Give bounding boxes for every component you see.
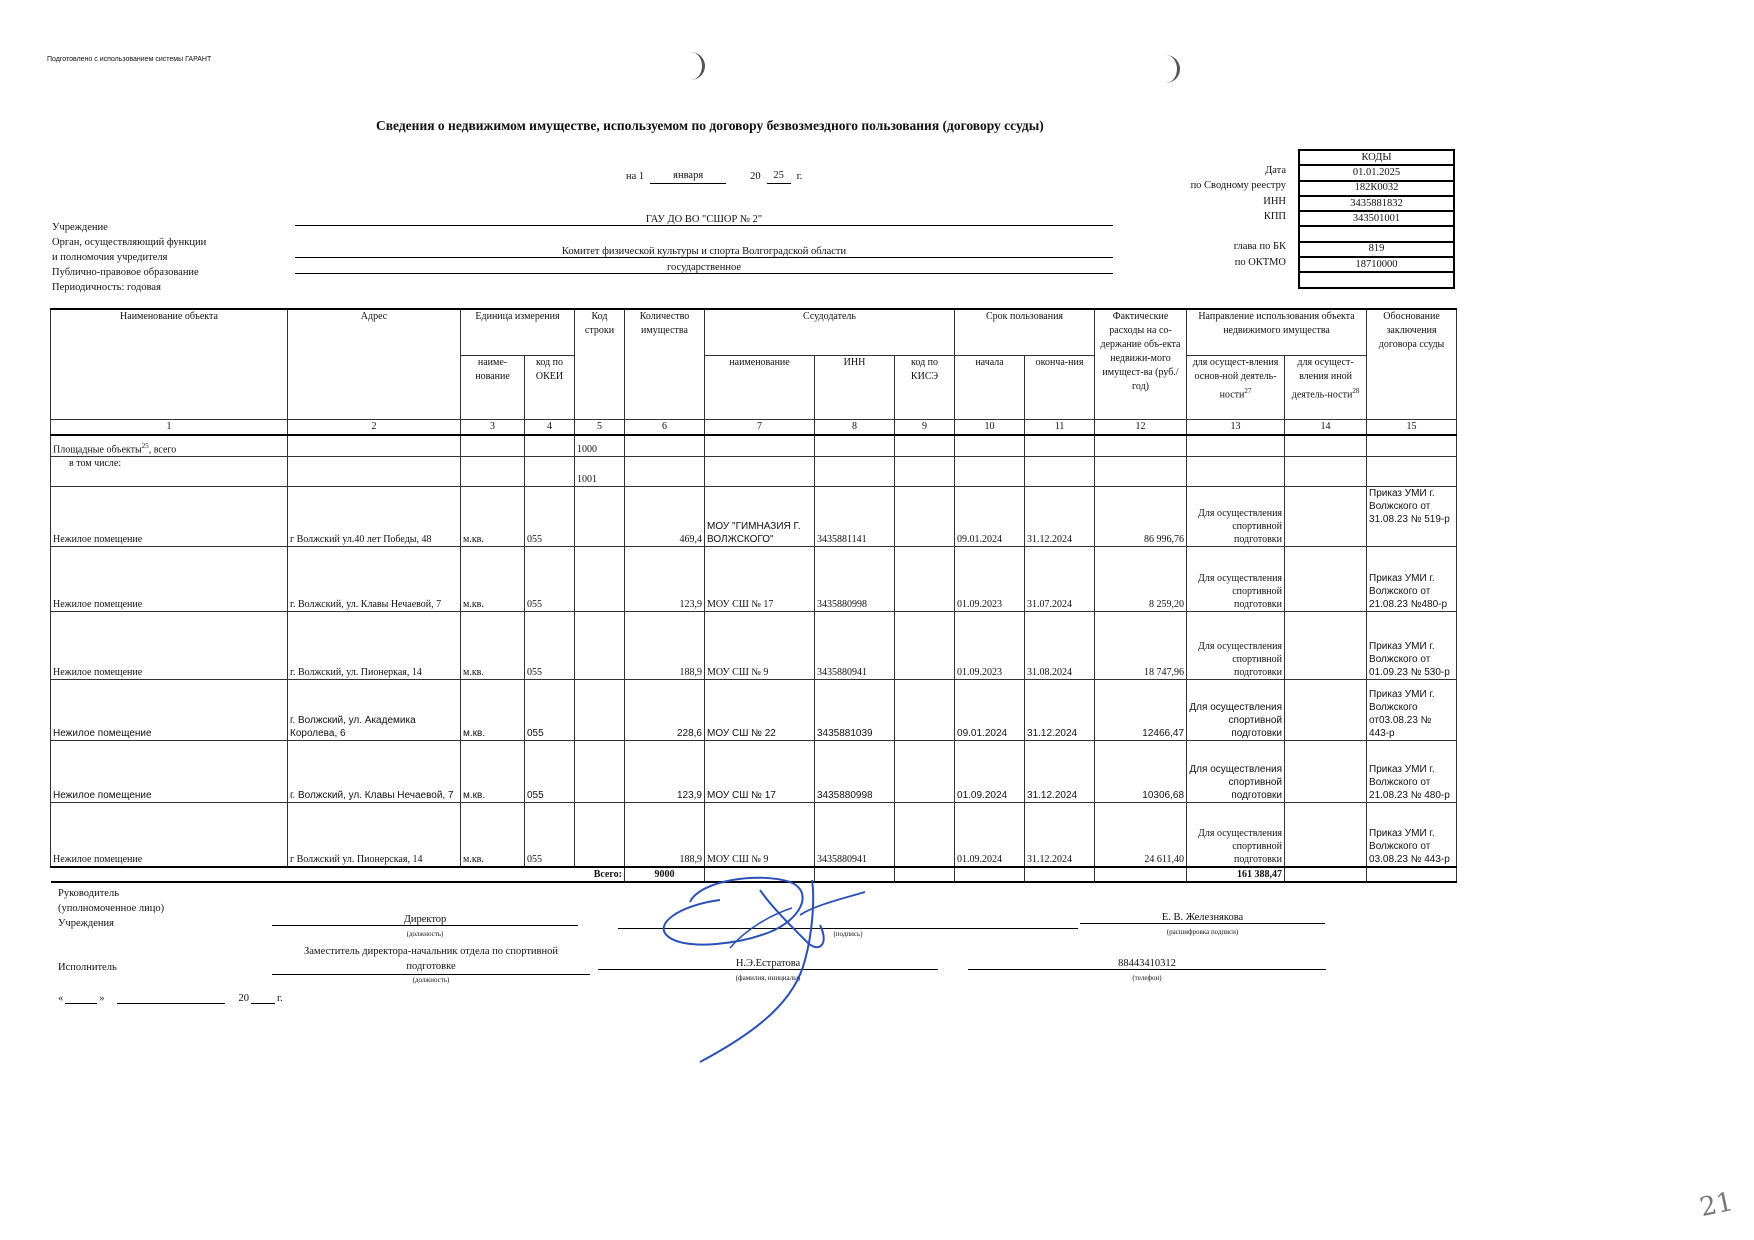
codes-labels: [1150, 163, 1286, 270]
row-address: г. Волжский, ул. Академика Королева, 6: [288, 680, 461, 741]
col-num: 8: [815, 419, 895, 435]
code-inn: 3435881832: [1299, 196, 1454, 211]
table-row: [51, 680, 1457, 741]
executor-position: [272, 944, 590, 975]
sign-day-field: [65, 1003, 97, 1004]
col-num: 4: [525, 419, 575, 435]
th-dir-main-text: для осущест-вления основ-ной деятель-ности: [1192, 356, 1279, 400]
th-unit-okei: код по ОКЕИ: [525, 355, 575, 419]
row-start: 01.09.2024: [955, 803, 1025, 867]
row-dir-main: Для осуществления спортивной подготовки: [1187, 803, 1285, 867]
row-start: 01.09.2024: [955, 741, 1025, 803]
code-kpp: 343501001: [1299, 211, 1454, 226]
name-caption: (расшифровка подписи): [1166, 928, 1239, 936]
row-name: Нежилое помещение: [51, 741, 288, 803]
sign-year-prefix: 20: [238, 993, 249, 1004]
table-row: [51, 741, 1457, 803]
executor-name: Н.Э.Естратова: [598, 958, 938, 970]
th-expenses: Фактические расходы на со-держание объ-екта недвижи-мого имущест-ва (руб./год): [1095, 309, 1187, 419]
public-entity-label: Публично-правовое образование: [52, 267, 199, 278]
total-area-text: Площадные объекты: [53, 444, 142, 455]
col-num: 9: [895, 419, 955, 435]
col-num: 1: [51, 419, 288, 435]
founder-label-2: и полномочия учредителя: [52, 252, 168, 263]
col-num: 7: [705, 419, 815, 435]
executor-position-caption: (должность): [412, 976, 450, 984]
head-name: Е. В. Железнякова: [1080, 912, 1325, 924]
col-num: 12: [1095, 419, 1187, 435]
th-lender-kise: код по КИСЭ: [895, 355, 955, 419]
executor-name-caption: (фамилия, инициалы): [735, 974, 801, 982]
col-num: 11: [1025, 419, 1095, 435]
row-address: г Волжский ул.40 лет Победы, 48: [288, 487, 461, 547]
row-kise: [895, 680, 955, 741]
row-inn: 3435880998: [815, 741, 895, 803]
date-quote-open: «: [58, 993, 64, 1004]
row-qty: 469,4: [625, 487, 705, 547]
row-dir-main: Для осуществления спортивной подготовки: [1187, 612, 1285, 680]
including-label: в том числе:: [51, 457, 288, 487]
grand-total-label: Всего:: [525, 867, 625, 882]
row-expenses: 10306,68: [1095, 741, 1187, 803]
row-dir-other: [1285, 547, 1367, 612]
row-inn: 3435881039: [815, 680, 895, 741]
row-lender: МОУ "ГИМНАЗИЯ Г. ВОЛЖСКОГО": [705, 487, 815, 547]
th-dir-other-sup: 28: [1352, 386, 1360, 395]
code-registry: 182К0032: [1299, 181, 1454, 196]
institution-value: ГАУ ДО ВО "СШОР № 2": [295, 214, 1113, 226]
th-dir-main-sup: 27: [1244, 386, 1252, 395]
page-number: 21: [1697, 1186, 1736, 1224]
row-expenses: 18 747,96: [1095, 612, 1187, 680]
punch-mark-left: [688, 52, 705, 80]
total-area-sup: 25: [141, 441, 149, 450]
periodicity-label: Периодичность: годовая: [52, 282, 161, 293]
org-labels: [52, 220, 206, 295]
row-kise: [895, 803, 955, 867]
code-label-kpp: КПП: [1263, 210, 1286, 222]
date-prefix: на 1: [626, 171, 645, 182]
row-dir-other: [1285, 612, 1367, 680]
row-okei: 055: [525, 487, 575, 547]
row-code: [575, 680, 625, 741]
row-basis: Приказ УМИ г. Волжского от 21.08.23 №480-р: [1367, 547, 1457, 612]
row-qty: 123,9: [625, 547, 705, 612]
total-area-suffix: , всего: [148, 444, 177, 455]
public-entity-value: государственное: [295, 262, 1113, 274]
punch-mark-right: [1163, 55, 1180, 83]
row-start: 09.01.2024: [955, 680, 1025, 741]
total-area-label: [51, 435, 288, 457]
executor-phone: 88443410312: [968, 958, 1326, 970]
date-suffix: г.: [796, 171, 803, 182]
grand-total-row: [51, 867, 1457, 882]
row-name: Нежилое помещение: [51, 547, 288, 612]
th-term: Срок пользования: [955, 309, 1095, 355]
date-year-prefix: 20: [750, 171, 761, 182]
code-label-date: Дата: [1265, 165, 1286, 176]
row-inn: 3435880941: [815, 803, 895, 867]
row-dir-other: [1285, 803, 1367, 867]
sign-year-field: [251, 1003, 275, 1004]
row-basis: Приказ УМИ г. Волжского от 03.08.23 № 443-р: [1367, 803, 1457, 867]
row-lender: МОУ СШ № 17: [705, 547, 815, 612]
row-kise: [895, 547, 955, 612]
row-dir-main: Для осуществления спортивной подготовки: [1187, 487, 1285, 547]
row-dir-other: [1285, 741, 1367, 803]
codes-table: [1298, 149, 1455, 289]
code-label-oktmo: по ОКТМО: [1234, 256, 1286, 268]
row-code: [575, 547, 625, 612]
row-inn: 3435880941: [815, 612, 895, 680]
row-unit: м.кв.: [461, 612, 525, 680]
code-label-inn: ИНН: [1263, 195, 1286, 207]
including-row: [51, 457, 1457, 487]
sign-month-field: [117, 1003, 225, 1004]
row-unit: м.кв.: [461, 680, 525, 741]
th-dir-main: [1187, 355, 1285, 419]
row-address: г. Волжский, ул. Клавы Нечаевой, 7: [288, 547, 461, 612]
code-label-bk: глава по БК: [1233, 241, 1286, 253]
row-lender: МОУ СШ № 22: [705, 680, 815, 741]
executor-label: Исполнитель: [58, 962, 117, 973]
row-unit: м.кв.: [461, 741, 525, 803]
code-empty-2: [1299, 272, 1454, 287]
founder-label-1: Орган, осуществляющий функции: [52, 237, 207, 248]
row-dir-main: Для осуществления спортивной подготовки: [1187, 680, 1285, 741]
row-code: [575, 612, 625, 680]
row-unit: м.кв.: [461, 487, 525, 547]
row-basis: Приказ УМИ г. Волжского от 21.08.23 № 480-р: [1367, 741, 1457, 803]
date-quote-close: »: [99, 993, 105, 1004]
institution-label: Учреждение: [52, 222, 108, 233]
col-num: 15: [1367, 419, 1457, 435]
row-dir-other: [1285, 487, 1367, 547]
row-basis: Приказ УМИ г. Волжского от 31.08.23 № 519-р: [1367, 487, 1457, 547]
th-basis: Обоснование заключения договора ссуды: [1367, 309, 1457, 419]
code-label-registry: по Сводному реестру: [1190, 180, 1286, 192]
th-quantity: Количество имущества: [625, 309, 705, 419]
property-table: [50, 308, 1457, 883]
row-kise: [895, 487, 955, 547]
row-okei: 055: [525, 680, 575, 741]
th-lender-inn: ИНН: [815, 355, 895, 419]
date-year: 25: [767, 168, 791, 184]
including-code: 1001: [575, 457, 625, 487]
row-code: [575, 741, 625, 803]
row-end: 31.12.2024: [1025, 487, 1095, 547]
row-inn: 3435880998: [815, 547, 895, 612]
row-kise: [895, 741, 955, 803]
row-dir-other: [1285, 680, 1367, 741]
th-line-code: Код строки: [575, 309, 625, 419]
th-name: Наименование объекта: [51, 309, 288, 419]
row-unit: м.кв.: [461, 547, 525, 612]
row-start: 01.09.2023: [955, 612, 1025, 680]
row-expenses: 8 259,20: [1095, 547, 1187, 612]
header-note: Подготовлено с использованием системы ГАРАНТ: [47, 56, 212, 63]
row-qty: 228,6: [625, 680, 705, 741]
sign-date-suffix: г.: [277, 993, 283, 1004]
th-address: Адрес: [288, 309, 461, 419]
row-expenses: 86 996,76: [1095, 487, 1187, 547]
row-lender: МОУ СШ № 17: [705, 741, 815, 803]
head-label-3: Учреждения: [58, 918, 114, 929]
row-qty: 188,9: [625, 612, 705, 680]
head-label-1: Руководитель: [58, 888, 119, 899]
row-kise: [895, 612, 955, 680]
codes-header: КОДЫ: [1299, 150, 1454, 165]
row-basis: Приказ УМИ г. Волжского от03.08.23 № 443-р: [1367, 680, 1457, 741]
document-title: Сведения о недвижимом имуществе, используемом по договору безвозмездного пользования (договору ссуды): [376, 118, 1044, 133]
col-num: 2: [288, 419, 461, 435]
head-signature-line: [618, 928, 1078, 929]
row-okei: 055: [525, 803, 575, 867]
head-label-2: (уполномоченное лицо): [58, 903, 165, 914]
row-unit: м.кв.: [461, 803, 525, 867]
col-num: 6: [625, 419, 705, 435]
row-okei: 055: [525, 612, 575, 680]
col-num: 13: [1187, 419, 1285, 435]
table-row: [51, 487, 1457, 547]
row-lender: МОУ СШ № 9: [705, 803, 815, 867]
col-num: 14: [1285, 419, 1367, 435]
row-name: Нежилое помещение: [51, 680, 288, 741]
report-date-line: [626, 168, 802, 184]
phone-caption: (телефон): [1132, 974, 1162, 982]
th-dir-other: [1285, 355, 1367, 419]
th-unit: Единица измерения: [461, 309, 575, 355]
row-lender: МОУ СШ № 9: [705, 612, 815, 680]
col-num: 3: [461, 419, 525, 435]
col-num: 5: [575, 419, 625, 435]
row-address: г. Волжский, ул. Пионеркая, 14: [288, 612, 461, 680]
row-end: 31.12.2024: [1025, 803, 1095, 867]
code-bk: 819: [1299, 242, 1454, 257]
row-code: [575, 487, 625, 547]
col-num: 10: [955, 419, 1025, 435]
row-code: [575, 803, 625, 867]
row-inn: 3435881141: [815, 487, 895, 547]
row-name: Нежилое помещение: [51, 803, 288, 867]
th-unit-name: наиме-нование: [461, 355, 525, 419]
table-row: [51, 803, 1457, 867]
row-expenses: 12466,47: [1095, 680, 1187, 741]
head-position: Директор: [272, 914, 578, 926]
sign-date-line: [58, 993, 283, 1004]
column-numbers-row: [51, 419, 1457, 435]
row-address: г. Волжский, ул. Клавы Нечаевой, 7: [288, 741, 461, 803]
row-name: Нежилое помещение: [51, 612, 288, 680]
position-caption: (должность): [406, 930, 444, 938]
row-qty: 188,9: [625, 803, 705, 867]
th-term-end: оконча-ния: [1025, 355, 1095, 419]
row-okei: 055: [525, 741, 575, 803]
th-dir-other-text: для осущест-вления иной деятель-ности: [1291, 356, 1354, 400]
row-qty: 123,9: [625, 741, 705, 803]
total-area-code: 1000: [575, 435, 625, 457]
th-direction: Направление использования объекта недвижимого имущества: [1187, 309, 1367, 355]
code-date: 01.01.2025: [1299, 165, 1454, 180]
table-row: [51, 547, 1457, 612]
th-term-start: начала: [955, 355, 1025, 419]
row-okei: 055: [525, 547, 575, 612]
table-row: [51, 612, 1457, 680]
row-expenses: 24 611,40: [1095, 803, 1187, 867]
grand-total-expenses: 161 388,47: [1187, 867, 1285, 882]
total-area-row: [51, 435, 1457, 457]
row-start: 09.01.2024: [955, 487, 1025, 547]
row-end: 31.12.2024: [1025, 680, 1095, 741]
row-dir-main: Для осуществления спортивной подготовки: [1187, 741, 1285, 803]
row-address: г Волжский ул. Пионерская, 14: [288, 803, 461, 867]
row-end: 31.12.2024: [1025, 741, 1095, 803]
code-empty-1: [1299, 226, 1454, 241]
head-labels: [58, 886, 164, 931]
th-lender-name: наименование: [705, 355, 815, 419]
row-dir-main: Для осуществления спортивной подготовки: [1187, 547, 1285, 612]
row-end: 31.08.2024: [1025, 612, 1095, 680]
founder-value: Комитет физической культуры и спорта Волгоградской области: [295, 246, 1113, 258]
row-name: Нежилое помещение: [51, 487, 288, 547]
grand-total-code: 9000: [625, 867, 705, 882]
row-end: 31.07.2024: [1025, 547, 1095, 612]
row-start: 01.09.2023: [955, 547, 1025, 612]
th-lender: Ссудодатель: [705, 309, 955, 355]
code-oktmo: 18710000: [1299, 257, 1454, 272]
executor-position-1: Заместитель директора-начальник отдела по спортивной: [304, 946, 558, 957]
date-month: января: [650, 168, 726, 184]
executor-position-2: подготовке: [406, 961, 456, 972]
signature-caption: (подпись): [833, 930, 863, 938]
row-basis: Приказ УМИ г. Волжского от 01.09.23 № 530-р: [1367, 612, 1457, 680]
